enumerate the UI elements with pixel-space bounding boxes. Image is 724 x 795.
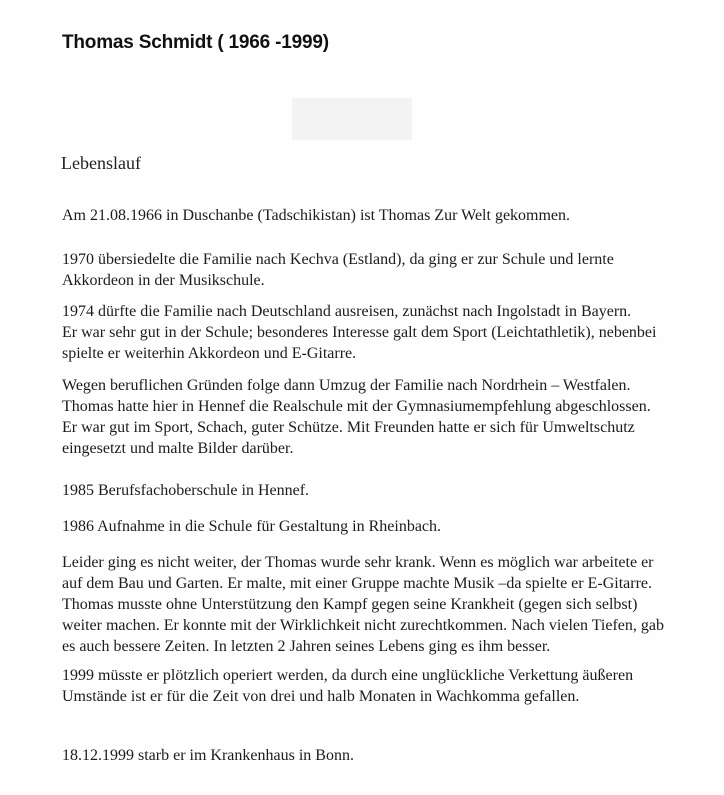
paragraph-line: 1970 übersiedelte die Familie nach Kechva (Estland), da ging er zur Schule und lernte [62, 251, 614, 268]
paragraph-line: auf dem Bau und Garten. Er malte, mit einer Gruppe machte Musik –da spielte er E-Gitarre. [62, 575, 653, 592]
paragraph-birth [62, 205, 702, 226]
paragraph-1999 [62, 665, 702, 707]
document-title: Thomas Schmidt ( 1966 -1999) [62, 32, 329, 53]
paragraph-line: Thomas musste ohne Unterstützung den Kampf gegen seine Krankheit (gegen sich selbst) [62, 596, 638, 613]
paragraph-line: Am 21.08.1966 in Duschanbe (Tadschikistan) ist Thomas Zur Welt gekommen. [62, 207, 571, 224]
paragraph-line: Umstände ist er für die Zeit von drei und halb Monaten in Wachkomma gefallen. [62, 688, 580, 705]
paragraph-line: weiter machen. Er konnte mit der Wirklichkeit nicht zurechtkommen. Nach vielen Tiefen, gab [62, 617, 664, 634]
paragraph-1974 [62, 301, 702, 364]
document-subtitle: Lebenslauf [61, 153, 141, 173]
paragraph-1970 [62, 249, 702, 291]
paragraph-line: Er war sehr gut in der Schule; besonderes Interesse galt dem Sport (Leichtathletik), nebenbei [62, 324, 657, 341]
paragraph-line: 1999 müsste er plötzlich operiert werden, da durch eine unglückliche Verkettung äußeren [62, 667, 634, 684]
paragraph-1985 [62, 480, 702, 501]
paragraph-line: spielte er weiterhin Akkordeon und E-Gitarre. [62, 345, 357, 362]
paragraph-death [62, 745, 702, 766]
paragraph-line: Akkordeon in der Musikschule. [62, 272, 265, 289]
paragraph-line: Leider ging es nicht weiter, der Thomas wurde sehr krank. Wenn es möglich war arbeitete er [62, 554, 654, 571]
paragraph-1986 [62, 516, 702, 537]
paragraph-line: 1974 dürfte die Familie nach Deutschland ausreisen, zunächst nach Ingolstadt in Bayern. [62, 303, 632, 320]
paragraph-line: Er war gut im Sport, Schach, guter Schütze. Mit Freunden hatte er sich für Umweltschutz [62, 419, 635, 436]
paragraph-line: 1985 Berufsfachoberschule in Hennef. [62, 482, 310, 499]
paragraph-nrw [62, 375, 702, 459]
paragraph-line: Wegen beruflichen Gründen folge dann Umzug der Familie nach Nordrhein – Westfalen. [62, 377, 631, 394]
paragraph-line: 18.12.1999 starb er im Krankenhaus in Bonn. [62, 747, 354, 764]
paragraph-line: Thomas hatte hier in Hennef die Realschule mit der Gymnasiumempfehlung abgeschlossen. [62, 398, 651, 415]
scan-shadow [292, 98, 412, 140]
paragraph-line: es auch bessere Zeiten. In letzten 2 Jahren seines Lebens ging es ihm besser. [62, 638, 551, 655]
paragraph-illness [62, 552, 702, 657]
paragraph-line: eingesetzt und malte Bilder darüber. [62, 440, 294, 457]
paragraph-line: 1986 Aufnahme in die Schule für Gestaltung in Rheinbach. [62, 518, 442, 535]
